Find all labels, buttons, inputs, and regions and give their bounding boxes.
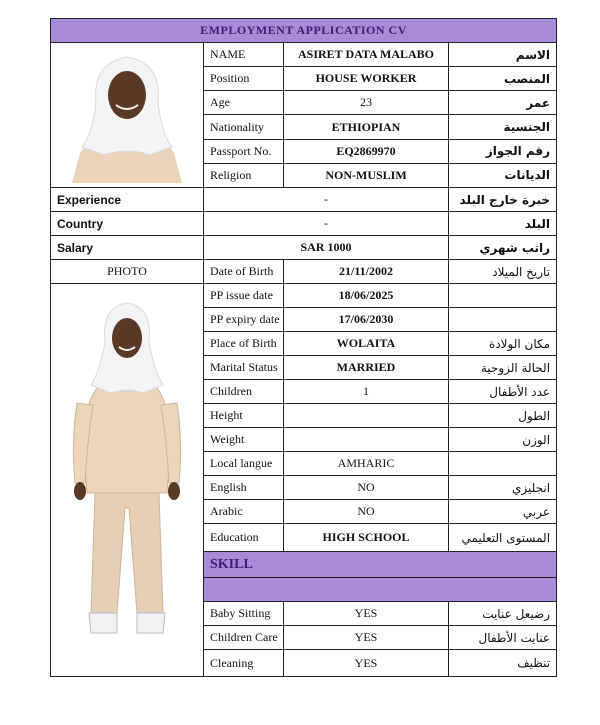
value-baby-sitting: YES xyxy=(284,602,449,626)
label-pp-issue: PP issue date xyxy=(204,284,284,308)
full-body-photo xyxy=(51,284,204,677)
label-age: Age xyxy=(204,91,284,115)
photo-label: PHOTO xyxy=(51,260,204,284)
value-nationality: ETHIOPIAN xyxy=(284,115,449,139)
value-education: HIGH SCHOOL xyxy=(284,524,449,552)
arabic-pp-expiry xyxy=(449,308,557,332)
arabic-children-care: عنايت الأطفال xyxy=(449,626,557,650)
label-passport: Passport No. xyxy=(204,139,284,163)
value-local-language: AMHARIC xyxy=(284,452,449,476)
value-pp-issue: 18/06/2025 xyxy=(284,284,449,308)
detail-row xyxy=(51,284,557,308)
arabic-weight: الوزن xyxy=(449,428,557,452)
arabic-education: المستوى التعليمي xyxy=(449,524,557,552)
value-children: 1 xyxy=(284,380,449,404)
value-weight xyxy=(284,428,449,452)
work-row xyxy=(51,236,557,260)
arabic-name: الاسم xyxy=(449,43,557,67)
label-children: Children xyxy=(204,380,284,404)
arabic-english: انجليزي xyxy=(449,476,557,500)
cv-document xyxy=(50,18,556,702)
arabic-cleaning: تنظيف xyxy=(449,650,557,677)
arabic-baby-sitting: رضيعل عنايت xyxy=(449,602,557,626)
arabic-place-of-birth: مكان الولادة xyxy=(449,332,557,356)
detail-row xyxy=(51,260,557,284)
skill-header: SKILL xyxy=(204,552,557,578)
arabic-height: الطول xyxy=(449,404,557,428)
arabic-local-language xyxy=(449,452,557,476)
arabic-salary: راتب شهري xyxy=(449,236,557,260)
label-cleaning: Cleaning xyxy=(204,650,284,677)
label-baby-sitting: Baby Sitting xyxy=(204,602,284,626)
label-pp-expiry: PP expiry date xyxy=(204,308,284,332)
headshot-photo xyxy=(51,43,204,188)
value-salary: SAR 1000 xyxy=(204,236,449,260)
arabic-dob: تاريخ الميلاد xyxy=(449,260,557,284)
value-religion: NON-MUSLIM xyxy=(284,163,449,187)
value-arabic: NO xyxy=(284,500,449,524)
label-children-care: Children Care xyxy=(204,626,284,650)
value-age: 23 xyxy=(284,91,449,115)
value-height xyxy=(284,404,449,428)
arabic-age: عمر xyxy=(449,91,557,115)
value-pp-expiry: 17/06/2030 xyxy=(284,308,449,332)
label-country: Country xyxy=(51,212,204,236)
label-name: NAME xyxy=(204,43,284,67)
headshot-image xyxy=(62,43,192,183)
value-place-of-birth: WOLAITA xyxy=(284,332,449,356)
label-position: Position xyxy=(204,67,284,91)
value-marital-status: MARRIED xyxy=(284,356,449,380)
cv-table xyxy=(50,18,557,677)
value-experience: - xyxy=(204,188,449,212)
label-education: Education xyxy=(204,524,284,552)
arabic-marital-status: الحالة الزوجية xyxy=(449,356,557,380)
label-place-of-birth: Place of Birth xyxy=(204,332,284,356)
label-height: Height xyxy=(204,404,284,428)
arabic-pp-issue xyxy=(449,284,557,308)
work-row xyxy=(51,212,557,236)
label-experience: Experience xyxy=(51,188,204,212)
arabic-passport: رقم الجواز xyxy=(449,139,557,163)
value-position: HOUSE WORKER xyxy=(284,67,449,91)
value-dob: 21/11/2002 xyxy=(284,260,449,284)
value-country: - xyxy=(204,212,449,236)
title-row xyxy=(51,19,557,43)
label-nationality: Nationality xyxy=(204,115,284,139)
arabic-religion: الديانات xyxy=(449,163,557,187)
value-english: NO xyxy=(284,476,449,500)
label-dob: Date of Birth xyxy=(204,260,284,284)
arabic-children: عدد الأطفال xyxy=(449,380,557,404)
arabic-experience: خبرة خارج البلد xyxy=(449,188,557,212)
label-religion: Religion xyxy=(204,163,284,187)
arabic-country: البلد xyxy=(449,212,557,236)
arabic-nationality: الجنسية xyxy=(449,115,557,139)
value-name: ASIRET DATA MALABO xyxy=(284,43,449,67)
value-cleaning: YES xyxy=(284,650,449,677)
arabic-position: المنصب xyxy=(449,67,557,91)
arabic-arabic: عربي xyxy=(449,500,557,524)
work-row xyxy=(51,188,557,212)
skill-blank-band xyxy=(204,578,557,602)
full-body-image xyxy=(57,293,197,663)
label-marital-status: Marital Status xyxy=(204,356,284,380)
label-english: English xyxy=(204,476,284,500)
value-passport: EQ2869970 xyxy=(284,139,449,163)
personal-row xyxy=(51,43,557,67)
label-local-language: Local langue xyxy=(204,452,284,476)
label-weight: Weight xyxy=(204,428,284,452)
value-children-care: YES xyxy=(284,626,449,650)
label-arabic: Arabic xyxy=(204,500,284,524)
document-title: EMPLOYMENT APPLICATION CV xyxy=(51,19,557,43)
label-salary: Salary xyxy=(51,236,204,260)
